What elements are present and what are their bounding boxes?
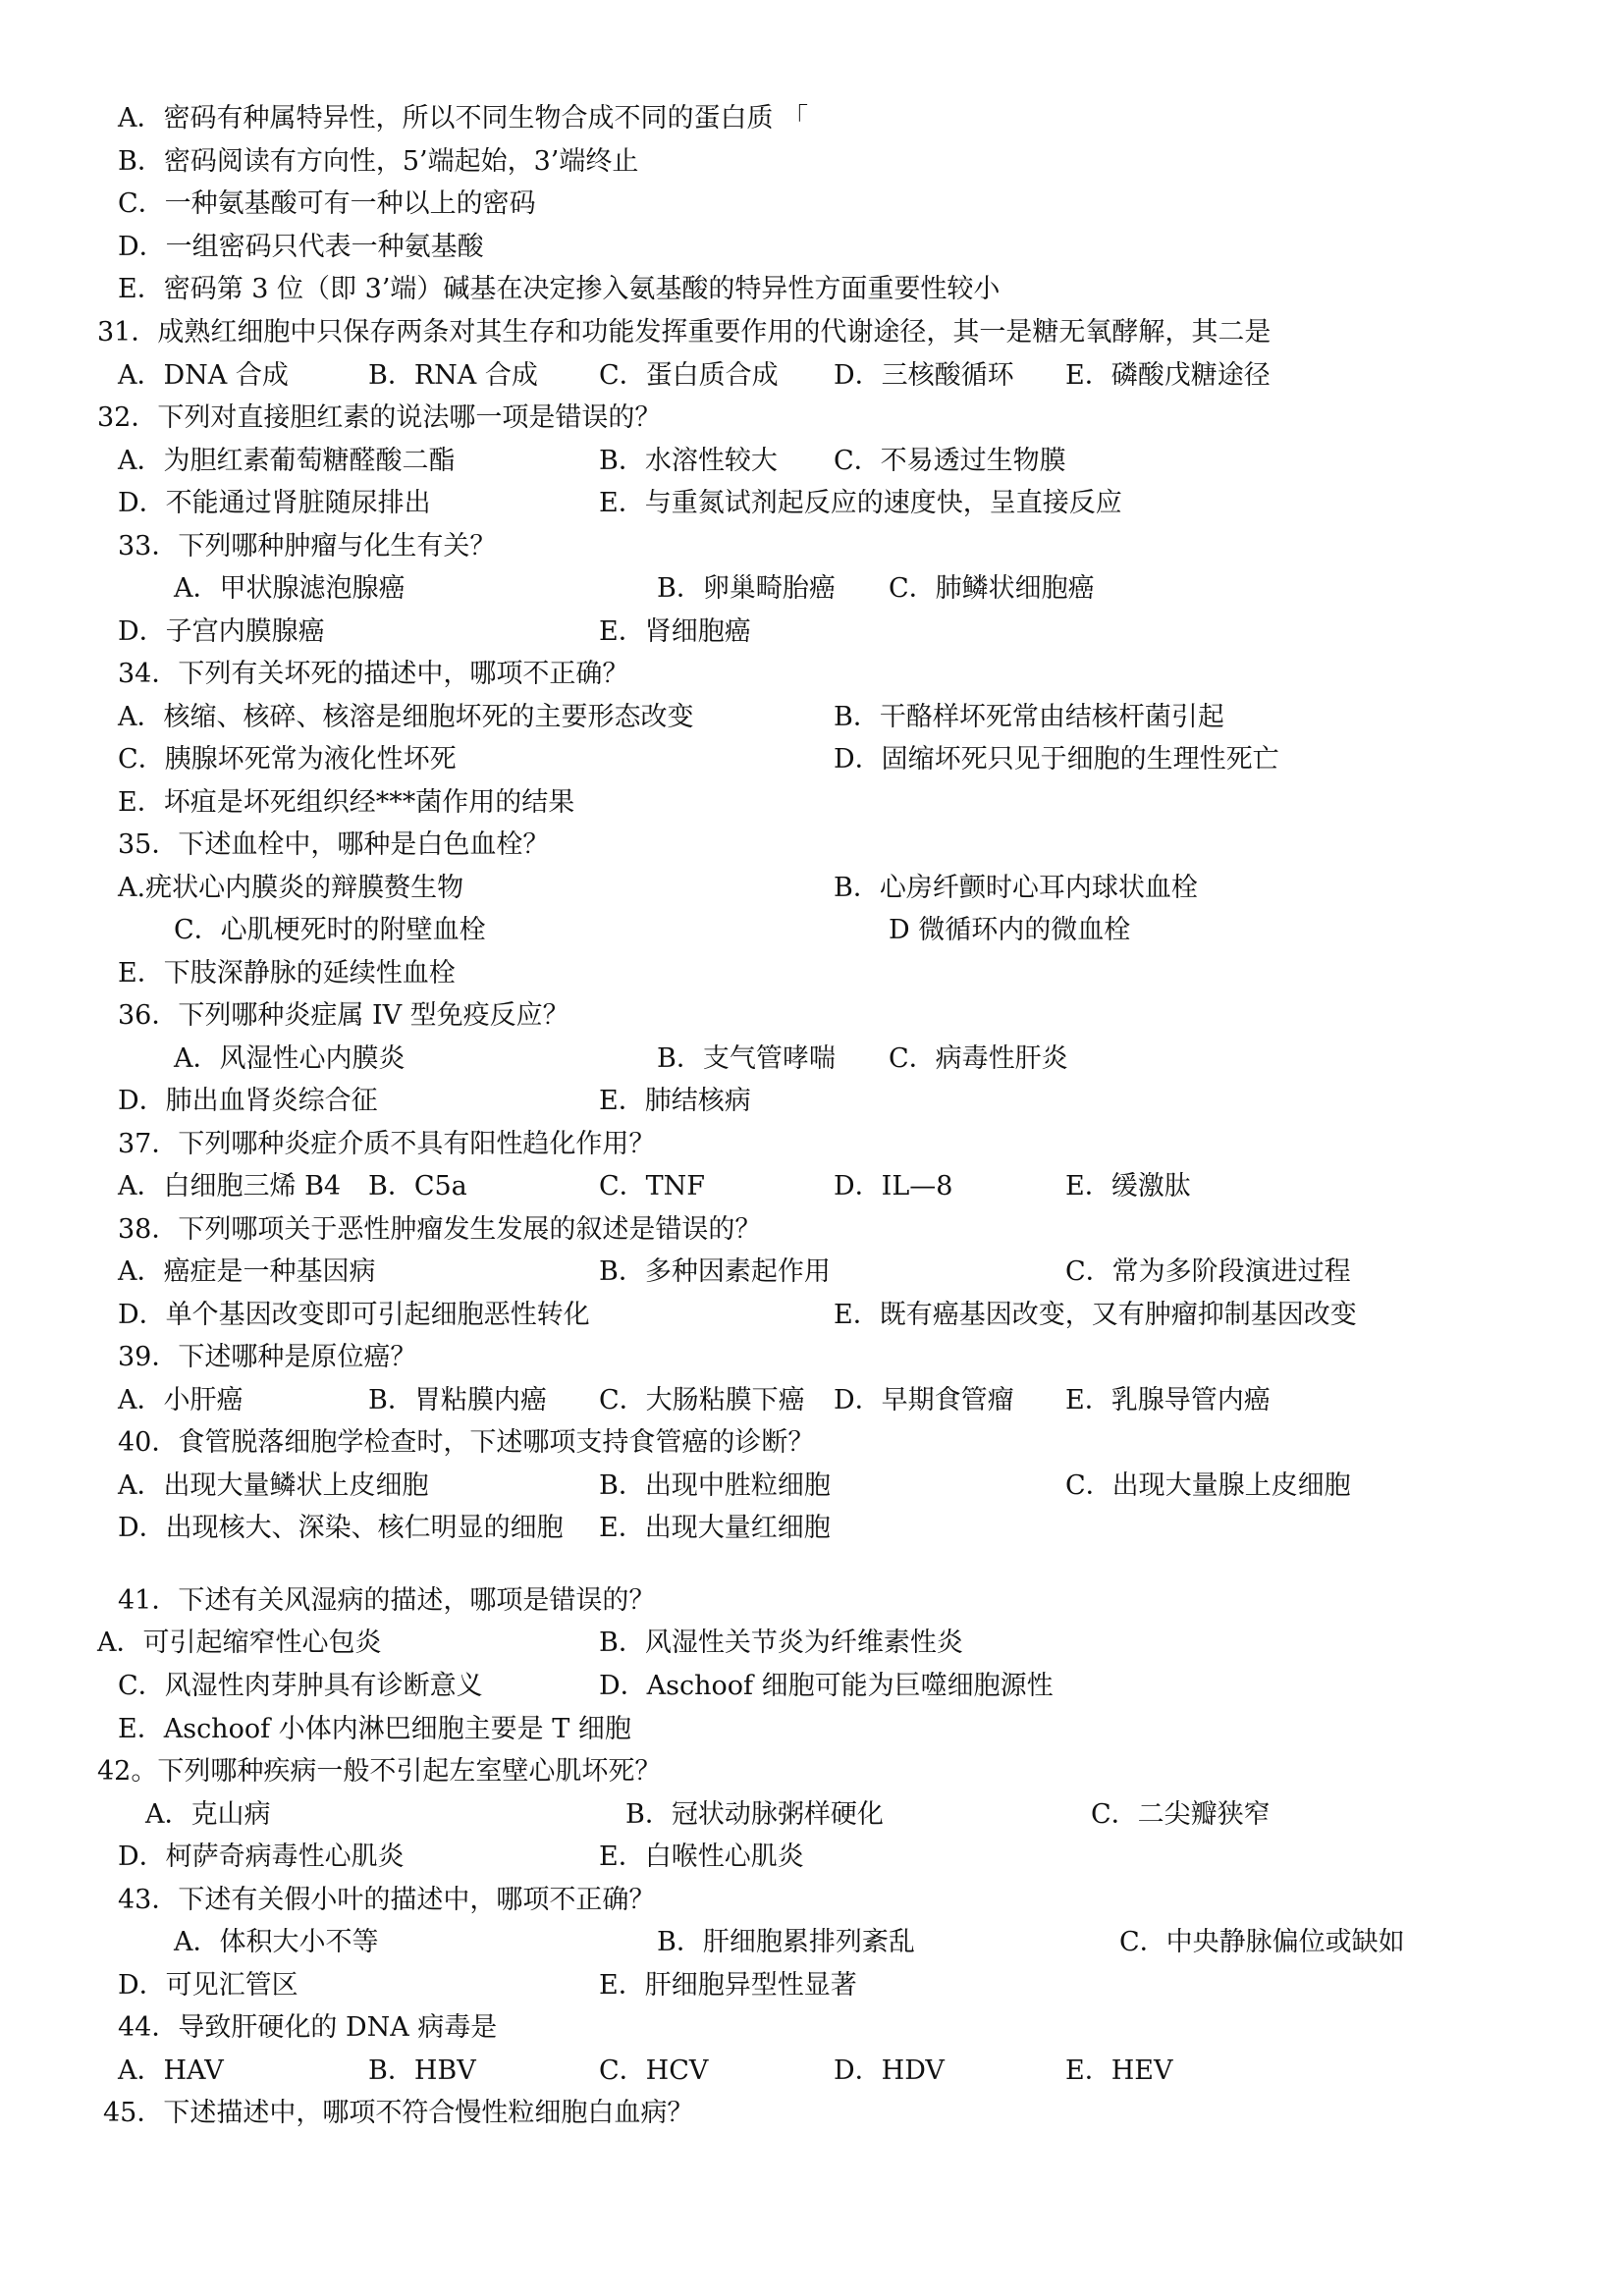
text-line	[0, 97, 1624, 140]
option-text: B．支气管哮喘	[657, 1043, 836, 1074]
options-line	[0, 1836, 1624, 1879]
options-line	[0, 1251, 1624, 1294]
question-text: 38．下列哪项关于恶性肿瘤发生发展的叙述是错误的？	[118, 1214, 762, 1245]
option-text: C．二尖瓣狭窄	[1091, 1799, 1271, 1830]
option-text: D．不能通过肾脏随尿排出	[118, 488, 431, 518]
option-text: A．体积大小不等	[174, 1927, 379, 1957]
option-text: E．与重氮试剂起反应的速度快，呈直接反应	[599, 488, 1122, 518]
options-line	[0, 1665, 1624, 1708]
option-text: E．乳腺导管内癌	[1065, 1385, 1271, 1415]
question-text: 34．下列有关坏死的描述中，哪项不正确？	[118, 659, 629, 689]
question-line	[0, 1421, 1624, 1465]
option-text: D．Aschoof 细胞可能为巨噬细胞源性	[599, 1671, 1054, 1701]
option-text: C．大肠粘膜下癌	[599, 1385, 805, 1415]
option-text: D．可见汇管区	[118, 1970, 298, 2001]
option-text: B．胃粘膜内癌	[368, 1385, 547, 1415]
option-text: C．肺鳞状细胞癌	[889, 573, 1095, 604]
option-text: C．病毒性肝炎	[889, 1043, 1068, 1074]
option-text: D．子宫内膜腺癌	[118, 616, 325, 647]
option-text: A．白细胞三烯 B4	[118, 1171, 342, 1201]
option-text: C．中央静脉偏位或缺如	[1119, 1927, 1405, 1957]
line-text: A．密码有种属特异性，所以不同生物合成不同的蛋白质 「	[118, 103, 809, 133]
option-text: E．HEV	[1065, 2056, 1173, 2086]
option-text: C．胰腺坏死常为液化性坏死	[118, 744, 457, 774]
option-text: D．柯萨奇病毒性心肌炎	[118, 1842, 405, 1872]
options-line	[0, 1038, 1624, 1081]
options-line	[0, 354, 1624, 398]
question-text: 36．下列哪种炎症属 IV 型免疫反应？	[118, 1000, 569, 1031]
option-text: B．C5a	[368, 1171, 467, 1201]
options-line	[0, 611, 1624, 654]
option-text: A.疣状心内膜炎的辩膜赘生物	[118, 873, 464, 903]
options-line	[0, 867, 1624, 910]
option-text: E．肾细胞癌	[599, 616, 751, 647]
text-line	[0, 226, 1624, 269]
question-line	[0, 1750, 1624, 1793]
option-text: A．DNA 合成	[118, 360, 289, 391]
options-line	[0, 781, 1624, 825]
option-text: A．核缩、核碎、核溶是细胞坏死的主要形态改变	[118, 702, 694, 732]
option-text: A．HAV	[118, 2056, 224, 2086]
question-line	[0, 1336, 1624, 1379]
option-text: D．肺出血肾炎综合征	[118, 1086, 378, 1116]
question-text: 45．下述描述中，哪项不符合慢性粒细胞白血病？	[103, 2098, 694, 2128]
option-text: B．肝细胞累排列紊乱	[657, 1927, 915, 1957]
option-text: C．心肌梗死时的附壁血栓	[174, 915, 486, 945]
question-text: 39．下述哪种是原位癌？	[118, 1342, 417, 1372]
option-text: A．出现大量鳞状上皮细胞	[118, 1470, 429, 1501]
question-text: 31．成熟红细胞中只保存两条对其生存和功能发挥重要作用的代谢途径，其一是糖无氧酵解，其二是	[97, 317, 1272, 347]
option-text: E．Aschoof 小体内淋巴细胞主要是 T 细胞	[118, 1714, 631, 1744]
line-text: E．密码第 3 位（即 3’端）碱基在决定掺入氨基酸的特异性方面重要性较小	[118, 274, 1001, 304]
option-text: A．风湿性心内膜炎	[174, 1043, 406, 1074]
option-text: B．出现中胜粒细胞	[599, 1470, 831, 1501]
options-line	[0, 696, 1624, 739]
options-line	[0, 1379, 1624, 1422]
option-text: C．蛋白质合成	[599, 360, 779, 391]
question-line	[0, 525, 1624, 568]
options-line	[0, 952, 1624, 995]
question-line	[0, 2092, 1624, 2135]
question-text: 32．下列对直接胆红素的说法哪一项是错误的？	[97, 402, 662, 433]
option-text: B．心房纤颤时心耳内球状血栓	[834, 873, 1198, 903]
line-text: B．密码阅读有方向性，5’端起始，3’端终止	[118, 146, 639, 177]
question-line	[0, 1208, 1624, 1252]
option-text: D 微循环内的微血栓	[889, 915, 1131, 945]
text-line	[0, 183, 1624, 226]
options-line	[0, 1622, 1624, 1665]
option-text: B．冠状动脉粥样硬化	[625, 1799, 884, 1830]
question-line	[0, 397, 1624, 440]
option-text: A．小肝癌	[118, 1385, 244, 1415]
options-line	[0, 1080, 1624, 1123]
option-text: D．HDV	[834, 2056, 945, 2086]
option-text: D．三核酸循环	[834, 360, 1014, 391]
option-text: E．缓激肽	[1065, 1171, 1191, 1201]
options-line	[0, 909, 1624, 952]
option-text: E．既有癌基因改变，又有肿瘤抑制基因改变	[834, 1300, 1357, 1330]
option-text: D．早期食管瘤	[834, 1385, 1014, 1415]
option-text: A．癌症是一种基因病	[118, 1256, 376, 1287]
question-line	[0, 824, 1624, 867]
line-text: D．一组密码只代表一种氨基酸	[118, 232, 484, 262]
options-line	[0, 1507, 1624, 1550]
option-text: B．干酪样坏死常由结核杆菌引起	[834, 702, 1224, 732]
options-line	[0, 440, 1624, 483]
options-line	[0, 738, 1624, 781]
option-text: B．RNA 合成	[368, 360, 538, 391]
text-line	[0, 268, 1624, 311]
question-line	[0, 2006, 1624, 2050]
option-text: B．HBV	[368, 2056, 476, 2086]
options-line	[0, 1793, 1624, 1837]
options-line	[0, 482, 1624, 525]
question-text: 42。下列哪种疾病一般不引起左室壁心肌坏死？	[97, 1756, 662, 1787]
option-text: A．可引起缩窄性心包炎	[97, 1628, 382, 1658]
options-line	[0, 1465, 1624, 1508]
question-text: 35．下述血栓中，哪种是白色血栓？	[118, 829, 550, 860]
text-line	[0, 140, 1624, 184]
option-text: E．出现大量红细胞	[599, 1513, 831, 1543]
options-line	[0, 1708, 1624, 1751]
options-line	[0, 1165, 1624, 1208]
option-text: C．HCV	[599, 2056, 709, 2086]
option-text: A．为胆红素葡萄糖醛酸二酯	[118, 446, 456, 476]
option-text: D．IL—8	[834, 1171, 953, 1201]
option-text: B．水溶性较大	[599, 446, 778, 476]
options-line	[0, 2050, 1624, 2093]
option-text: C．不易透过生物膜	[834, 446, 1066, 476]
question-text: 33．下列哪种肿瘤与化生有关？	[118, 531, 497, 561]
option-text: E．白喉性心肌炎	[599, 1842, 804, 1872]
question-line	[0, 1579, 1624, 1623]
option-text: C．常为多阶段演进过程	[1065, 1256, 1351, 1287]
option-text: D．固缩坏死只见于细胞的生理性死亡	[834, 744, 1279, 774]
option-text: E．磷酸戊糖途径	[1065, 360, 1271, 391]
line-text: C．一种氨基酸可有一种以上的密码	[118, 188, 536, 219]
question-line	[0, 653, 1624, 696]
question-text: 44．导致肝硬化的 DNA 病毒是	[118, 2012, 498, 2043]
question-line	[0, 994, 1624, 1038]
option-text: E．肝细胞异型性显著	[599, 1970, 857, 2001]
option-text: D．单个基因改变即可引起细胞恶性转化	[118, 1300, 590, 1330]
question-line	[0, 311, 1624, 354]
option-text: C．出现大量腺上皮细胞	[1065, 1470, 1351, 1501]
option-text: C．风湿性肉芽肿具有诊断意义	[118, 1671, 483, 1701]
option-text: B．风湿性关节炎为纤维素性炎	[599, 1628, 963, 1658]
options-line	[0, 1921, 1624, 1964]
options-line	[0, 1964, 1624, 2007]
question-text: 40．食管脱落细胞学检查时，下述哪项支持食管癌的诊断？	[118, 1427, 815, 1458]
option-text: B．卵巢畸胎癌	[657, 573, 836, 604]
option-text: B．多种因素起作用	[599, 1256, 831, 1287]
option-text: C．TNF	[599, 1171, 706, 1201]
option-text: D．出现核大、深染、核仁明显的细胞	[118, 1513, 564, 1543]
question-line	[0, 1123, 1624, 1166]
option-text: A．甲状腺滤泡腺癌	[174, 573, 406, 604]
option-text: A．克山病	[145, 1799, 271, 1830]
question-text: 43．下述有关假小叶的描述中，哪项不正确？	[118, 1885, 656, 1915]
option-text: E．下肢深静脉的延续性血栓	[118, 958, 456, 988]
question-line	[0, 1879, 1624, 1922]
question-text: 37．下列哪种炎症介质不具有阳性趋化作用？	[118, 1129, 656, 1159]
options-line	[0, 567, 1624, 611]
option-text: E．坏疽是坏死组织经***菌作用的结果	[118, 787, 575, 818]
option-text: E．肺结核病	[599, 1086, 751, 1116]
question-text: 41．下述有关风湿病的描述，哪项是错误的？	[118, 1585, 656, 1616]
options-line	[0, 1294, 1624, 1337]
